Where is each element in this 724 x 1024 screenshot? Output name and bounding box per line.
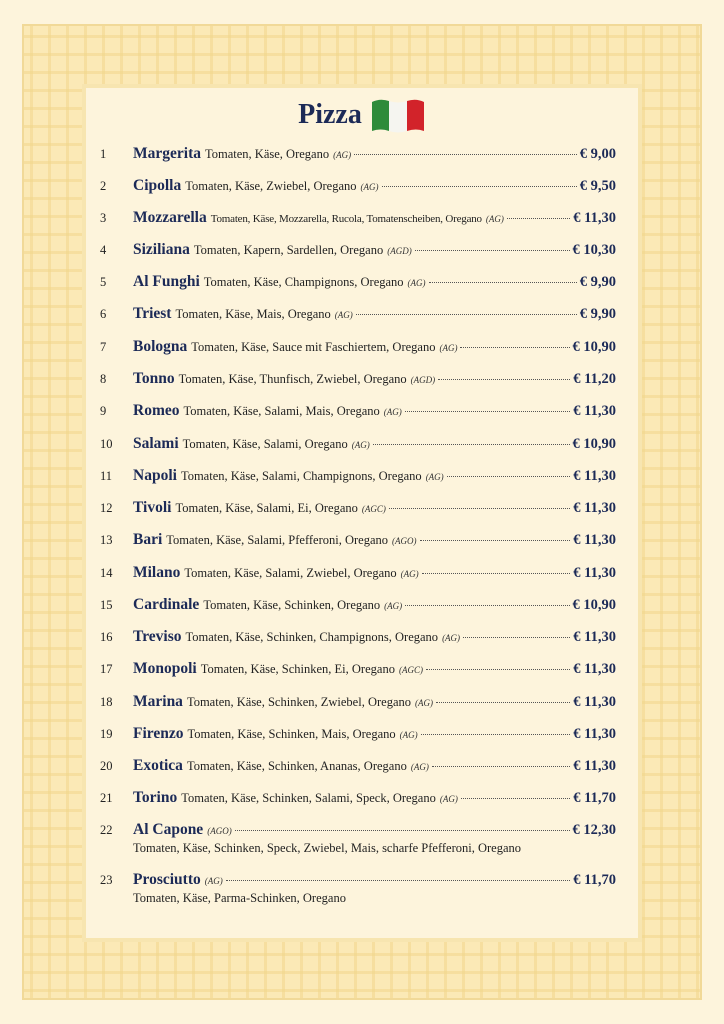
item-number: 2: [100, 179, 107, 193]
item-name: Prosciutto: [133, 871, 201, 888]
item-description: Tomaten, Käse, Salami, Oregano: [182, 437, 348, 451]
item-name: Bari: [133, 531, 163, 548]
item-name: Al Capone: [133, 821, 204, 838]
item-price: € 11,30: [573, 726, 616, 742]
dot-leader: [426, 669, 570, 670]
allergen-code: (AG): [204, 876, 223, 886]
item-name: Bologna: [133, 338, 188, 355]
item-price: € 11,30: [573, 210, 616, 226]
allergen-code: (AGO): [392, 536, 417, 546]
allergen-code: (AGC): [398, 665, 423, 675]
item-price: € 11,30: [573, 532, 616, 548]
header: [0, 96, 724, 134]
allergen-code: (AG): [333, 150, 352, 160]
item-name: Cipolla: [133, 177, 182, 194]
item-line: [133, 821, 616, 839]
item-line: [133, 241, 616, 259]
item-name: Salami: [133, 435, 179, 452]
allergen-code: (AG): [485, 214, 504, 224]
item-name: Triest: [133, 305, 172, 322]
dot-leader: [405, 411, 571, 412]
item-price: € 11,30: [573, 629, 616, 645]
dot-leader: [463, 637, 570, 638]
item-name: Monopoli: [133, 660, 197, 677]
allergen-code: (AGD): [410, 375, 436, 385]
allergen-code: (AGO): [207, 826, 232, 836]
dot-leader: [405, 605, 569, 606]
item-number: 16: [100, 630, 113, 644]
item-description: Tomaten, Käse, Schinken, Ei, Oregano: [200, 662, 395, 676]
item-description: Tomaten, Käse, Oregano: [205, 147, 330, 161]
item-number: 5: [100, 275, 107, 289]
item-line: [133, 305, 616, 323]
item-number: 6: [100, 307, 107, 321]
item-description: Tomaten, Käse, Schinken, Champignons, Oregano: [185, 630, 439, 644]
item-description: Tomaten, Käse, Salami, Ei, Oregano: [175, 501, 358, 515]
item-line: [133, 871, 616, 889]
allergen-code: (AG): [360, 182, 379, 192]
item-line: [133, 596, 616, 614]
dot-leader: [415, 250, 570, 251]
item-name: Firenzo: [133, 725, 184, 742]
item-number: 17: [100, 662, 113, 676]
item-name: Marina: [133, 693, 183, 710]
dot-leader: [461, 798, 570, 799]
item-description: Tomaten, Käse, Sauce mit Faschiertem, Oregano: [191, 340, 436, 354]
item-line: [133, 531, 616, 549]
item-name: Milano: [133, 564, 181, 581]
item-price: € 11,20: [573, 371, 616, 387]
allergen-code: (AG): [400, 569, 419, 579]
dot-leader: [389, 508, 570, 509]
allergen-code: (AG): [407, 278, 426, 288]
item-name: Torino: [133, 789, 178, 806]
item-description: Tomaten, Käse, Schinken, Oregano: [203, 598, 381, 612]
item-name: Napoli: [133, 467, 177, 484]
item-price: € 11,30: [573, 403, 616, 419]
allergen-code: (AG): [442, 633, 461, 643]
item-ingredients: Tomaten, Käse, Parma-Schinken, Oregano: [133, 891, 346, 905]
dot-leader: [382, 186, 577, 187]
item-number: 3: [100, 211, 107, 225]
item-number: 7: [100, 340, 107, 354]
item-description: Tomaten, Käse, Thunfisch, Zwiebel, Oregano: [178, 372, 407, 386]
item-name: Cardinale: [133, 596, 200, 613]
item-line: [133, 789, 616, 807]
item-line: [133, 273, 616, 291]
item-number: 4: [100, 243, 107, 257]
allergen-code: (AG): [439, 343, 458, 353]
item-line: [133, 370, 616, 388]
allergen-code: (AG): [383, 407, 402, 417]
item-ingredients: Tomaten, Käse, Schinken, Speck, Zwiebel, Mais, scharfe Pfefferoni, Oregano: [133, 841, 522, 855]
allergen-code: (AGD): [387, 246, 412, 256]
item-price: € 11,30: [573, 694, 616, 710]
dot-leader: [235, 830, 570, 831]
dot-leader: [226, 880, 571, 881]
allergen-code: (AG): [399, 730, 418, 740]
item-price: € 11,30: [573, 758, 616, 774]
dot-leader: [432, 766, 570, 767]
item-price: € 9,00: [579, 146, 616, 162]
item-price: € 10,30: [572, 242, 616, 258]
item-description: Tomaten, Käse, Mais, Oregano: [175, 307, 331, 321]
dot-leader: [420, 540, 571, 541]
item-description: Tomaten, Käse, Schinken, Salami, Speck, Oregano: [181, 791, 436, 805]
item-line: [133, 145, 616, 163]
item-line: [133, 402, 616, 420]
item-description: Tomaten, Kapern, Sardellen, Oregano: [193, 243, 384, 257]
item-name: Exotica: [133, 757, 183, 774]
item-description: Tomaten, Käse, Champignons, Oregano: [203, 275, 404, 289]
item-number: 19: [100, 727, 113, 741]
page-title: Pizza: [298, 99, 362, 130]
item-name: Margerita: [133, 145, 201, 162]
allergen-code: (AG): [439, 794, 458, 804]
item-number: 10: [100, 437, 113, 451]
item-description: Tomaten, Käse, Salami, Pfefferoni, Oregano: [166, 533, 389, 547]
item-description: Tomaten, Käse, Salami, Zwiebel, Oregano: [184, 566, 397, 580]
item-number: 22: [100, 823, 113, 837]
allergen-code: (AG): [334, 310, 353, 320]
item-line: [133, 467, 616, 485]
dot-leader: [354, 154, 577, 155]
item-number: 9: [100, 404, 107, 418]
item-description: Tomaten, Käse, Salami, Mais, Oregano: [183, 404, 380, 418]
item-number: 13: [100, 533, 113, 547]
item-price: € 9,90: [579, 306, 616, 322]
item-number: 20: [100, 759, 113, 773]
item-price: € 11,30: [573, 500, 616, 516]
item-number: 18: [100, 695, 113, 709]
dot-leader: [421, 734, 571, 735]
item-number: 14: [100, 566, 113, 580]
item-line: [133, 725, 616, 743]
item-description: Tomaten, Käse, Mozzarella, Rucola, Tomatenscheiben, Oregano: [210, 213, 482, 225]
item-number: 8: [100, 372, 107, 386]
allergen-code: (AG): [351, 440, 370, 450]
item-description: Tomaten, Käse, Schinken, Zwiebel, Oregano: [186, 695, 411, 709]
item-number: 23: [100, 873, 113, 887]
item-name: Siziliana: [133, 241, 190, 258]
item-line: [133, 564, 616, 582]
item-name: Romeo: [133, 402, 180, 419]
item-line: [133, 757, 616, 775]
item-price: € 11,30: [573, 565, 616, 581]
item-price: € 11,70: [573, 872, 616, 888]
item-number: 1: [100, 147, 107, 161]
item-name: Tonno: [133, 370, 175, 387]
dot-leader: [447, 476, 571, 477]
item-number: 11: [100, 469, 113, 483]
item-line: [133, 628, 616, 646]
item-line: [133, 499, 616, 517]
dot-leader: [356, 314, 577, 315]
item-line: [133, 435, 616, 453]
allergen-code: (AG): [425, 472, 444, 482]
item-price: € 9,50: [579, 178, 616, 194]
item-line: [133, 693, 616, 711]
item-number: 21: [100, 791, 113, 805]
item-line: [133, 338, 616, 356]
item-description: Tomaten, Käse, Salami, Champignons, Oregano: [180, 469, 422, 483]
dot-leader: [422, 573, 571, 574]
item-description: Tomaten, Käse, Zwiebel, Oregano: [185, 179, 357, 193]
dot-leader: [436, 702, 570, 703]
item-line: [133, 660, 616, 678]
item-line: [133, 177, 616, 195]
item-price: € 10,90: [572, 436, 616, 452]
item-price: € 10,90: [572, 597, 616, 613]
item-number: 12: [100, 501, 113, 515]
dot-leader: [507, 218, 570, 219]
item-number: 15: [100, 598, 113, 612]
item-description: Tomaten, Käse, Schinken, Mais, Oregano: [187, 727, 396, 741]
item-name: Treviso: [133, 628, 182, 645]
dot-leader: [438, 379, 570, 380]
dot-leader: [460, 347, 569, 348]
item-price: € 9,90: [579, 274, 616, 290]
item-name: Mozzarella: [133, 209, 207, 226]
item-name: Al Funghi: [133, 273, 200, 290]
item-price: € 11,30: [573, 661, 616, 677]
item-price: € 10,90: [572, 339, 616, 355]
item-name: Tivoli: [133, 499, 172, 516]
italian-flag-icon: [370, 96, 426, 134]
allergen-code: (AGC): [361, 504, 386, 514]
dot-leader: [429, 282, 577, 283]
allergen-code: (AG): [415, 698, 433, 708]
allergen-code: (AG): [410, 762, 429, 772]
item-line: [133, 209, 616, 227]
item-description: Tomaten, Käse, Schinken, Ananas, Oregano: [186, 759, 407, 773]
allergen-code: (AG): [384, 601, 403, 611]
item-price: € 11,70: [573, 790, 616, 806]
item-price: € 11,30: [573, 468, 616, 484]
dot-leader: [373, 444, 570, 445]
item-price: € 12,30: [572, 822, 616, 838]
